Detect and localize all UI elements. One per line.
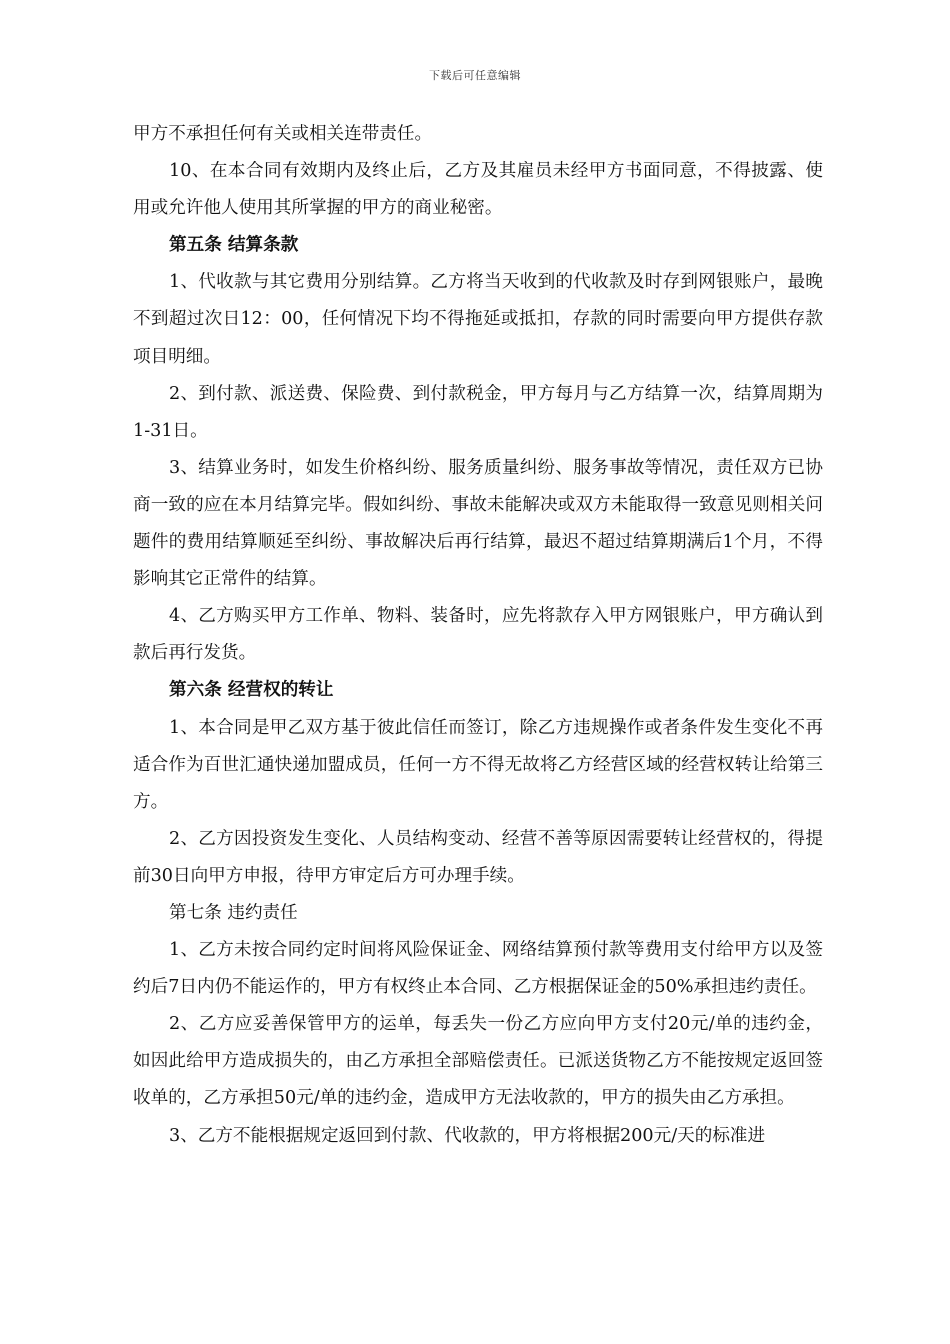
section-5-title: 第五条 结算条款 (169, 235, 299, 256)
section-7-item-2: 2、乙方应妥善保管甲方的运单，每丢失一份乙方应向甲方支付20元/单的违约金，如因此给甲方造成损失的，由乙方承担全部赔偿责任。已派送货物乙方不能按规定返回签收单的，乙方承担50元/单的违约金，造成甲方无法收款的，甲方的损失由乙方承担。 (133, 1014, 823, 1109)
section-7-title: 第七条 违约责任 (169, 902, 298, 923)
section-7-item-3: 3、乙方不能根据规定返回到付款、代收款的，甲方将根据200元/天的标准进 (169, 1125, 766, 1146)
paragraph-clause-10: 10、在本合同有效期内及终止后，乙方及其雇员未经甲方书面同意，不得披露、使用或允许他人使用其所掌握的甲方的商业秘密。 (133, 161, 823, 219)
section-5-item-4: 4、乙方购买甲方工作单、物料、装备时，应先将款存入甲方网银账户，甲方确认到款后再行发货。 (133, 606, 823, 664)
section-5-item-2: 2、到付款、派送费、保险费、到付款税金，甲方每月与乙方结算一次，结算周期为1-31日。 (133, 383, 823, 441)
section-6-item-2: 2、乙方因投资发生变化、人员结构变动、经营不善等原因需要转让经营权的，得提前30日向甲方申报，待甲方审定后方可办理手续。 (133, 828, 823, 886)
document-body (133, 116, 823, 1155)
section-5-item-1: 1、代收款与其它费用分别结算。乙方将当天收到的代收款及时存到网银账户，最晚不到超过次日12：00，任何情况下均不得拖延或抵扣，存款的同时需要向甲方提供存款项目明细。 (133, 272, 823, 367)
section-6-item-1: 1、本合同是甲乙双方基于彼此信任而签订，除乙方违规操作或者条件发生变化不再适合作为百世汇通快递加盟成员，任何一方不得无故将乙方经营区域的经营权转让给第三方。 (133, 717, 823, 812)
page-header-note: 下载后可任意编辑 (429, 69, 521, 82)
section-5-item-3: 3、结算业务时，如发生价格纠纷、服务质量纠纷、服务事故等情况，责任双方已协商一致的应在本月结算完毕。假如纠纷、事故未能解决或双方未能取得一致意见则相关问题件的费用结算顺延至纠纷、事故解决后再行结算，最迟不超过结算期满后1个月，不得影响其它正常件的结算。 (133, 457, 823, 590)
section-6-title: 第六条 经营权的转让 (169, 680, 334, 701)
paragraph-intro: 甲方不承担任何有关或相关连带责任。 (133, 124, 433, 144)
section-7-item-1: 1、乙方未按合同约定时间将风险保证金、网络结算预付款等费用支付给甲方以及签约后7日内仍不能运作的，甲方有权终止本合同、乙方根据保证金的50%承担违约责任。 (133, 940, 823, 998)
